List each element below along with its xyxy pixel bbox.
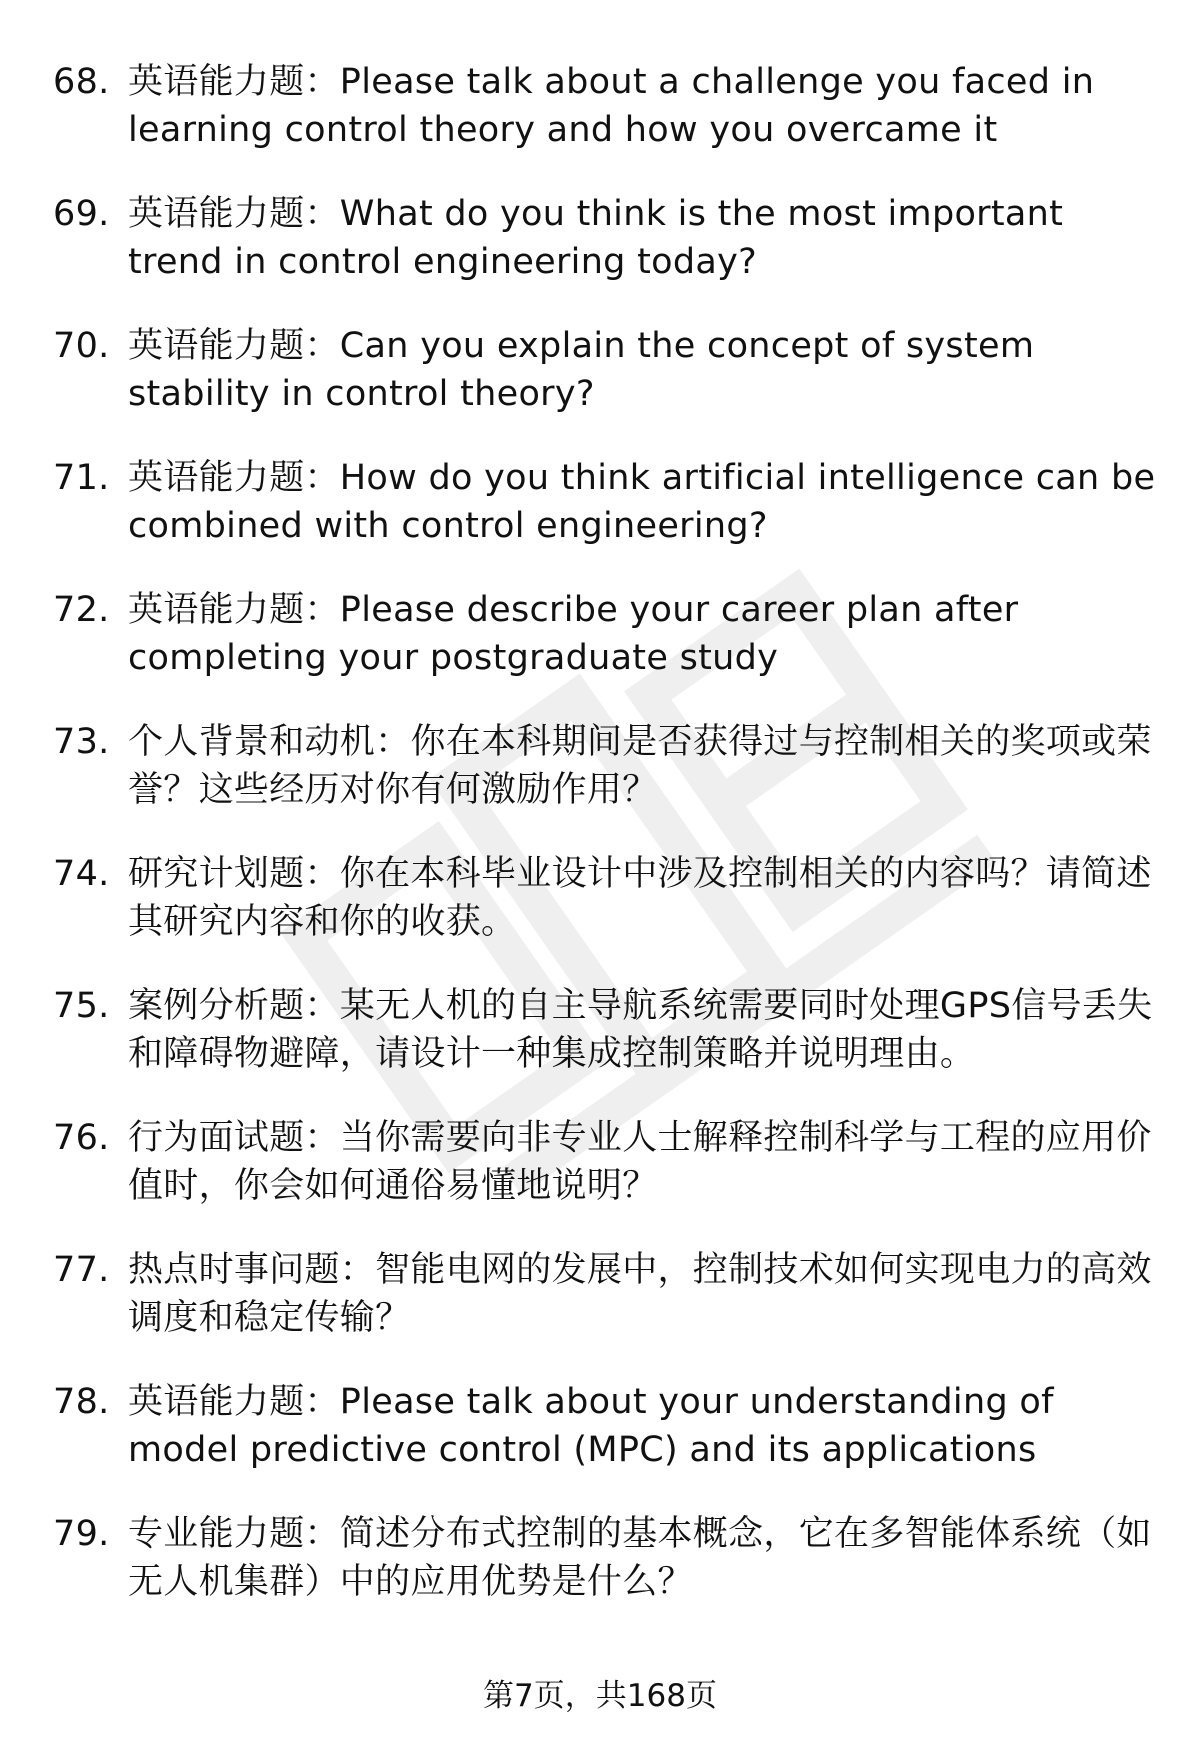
question-item [0, 718, 1200, 850]
question-text: 英语能力题：How do you think artificial intelligence can be combined with control engineering? [128, 458, 1156, 546]
question-number: 73. [53, 722, 110, 762]
question-number: 71. [53, 458, 110, 498]
question-item [0, 190, 1200, 322]
question-item [0, 322, 1200, 454]
question-number: 76. [53, 1118, 110, 1158]
question-number: 78. [53, 1382, 110, 1422]
question-number: 79. [53, 1514, 110, 1554]
question-text: 研究计划题：你在本科毕业设计中涉及控制相关的内容吗？请简述其研究内容和你的收获。 [128, 854, 1152, 942]
question-text: 个人背景和动机：你在本科期间是否获得过与控制相关的奖项或荣誉？这些经历对你有何激励作用？ [128, 722, 1152, 810]
question-text: 案例分析题：某无人机的自主导航系统需要同时处理GPS信号丢失和障碍物避障，请设计一种集成控制策略并说明理由。 [128, 986, 1153, 1074]
question-item [0, 1114, 1200, 1246]
question-text: 英语能力题：Can you explain the concept of system stability in control theory? [128, 326, 1035, 414]
question-number: 75. [53, 986, 110, 1026]
question-item [0, 454, 1200, 586]
question-item [0, 58, 1200, 190]
question-text: 英语能力题：What do you think is the most important trend in control engineering today? [128, 194, 1064, 282]
question-text: 热点时事问题：智能电网的发展中，控制技术如何实现电力的高效调度和稳定传输？ [128, 1250, 1152, 1338]
question-item [0, 1510, 1200, 1642]
question-item [0, 982, 1200, 1114]
question-number: 77. [53, 1250, 110, 1290]
question-item [0, 850, 1200, 982]
question-number: 68. [53, 62, 110, 102]
question-text: 英语能力题：Please talk about a challenge you faced in learning control theory and how you overcame it [128, 62, 1095, 150]
question-item [0, 586, 1200, 718]
page-footer: 第7页，共168页 [483, 1678, 717, 1714]
question-number: 69. [53, 194, 110, 234]
question-item [0, 1246, 1200, 1378]
question-number: 72. [53, 590, 110, 630]
question-list [0, 58, 1200, 1642]
question-text: 行为面试题：当你需要向非专业人士解释控制科学与工程的应用价值时，你会如何通俗易懂地说明？ [128, 1118, 1152, 1206]
question-text: 英语能力题：Please describe your career plan after completing your postgraduate study [128, 590, 1019, 678]
question-number: 74. [53, 854, 110, 894]
question-number: 70. [53, 326, 110, 366]
question-item [0, 1378, 1200, 1510]
question-text: 专业能力题：简述分布式控制的基本概念，它在多智能体系统（如无人机集群）中的应用优势是什么？ [128, 1514, 1152, 1602]
question-text: 英语能力题：Please talk about your understanding of model predictive control (MPC) and its applications [128, 1382, 1054, 1470]
